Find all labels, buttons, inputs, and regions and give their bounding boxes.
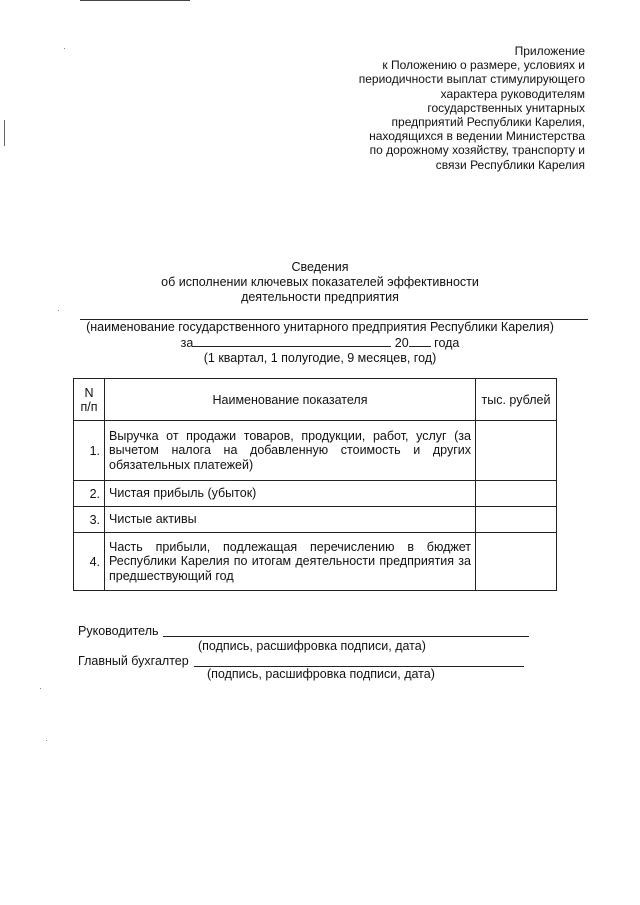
scan-speck [40,688,41,689]
row-num: 1. [74,421,105,481]
period-year-prefix: 20 [394,336,409,350]
period-hint: (1 квартал, 1 полугодие, 9 месяцев, год) [203,351,437,365]
indicators-table [73,378,557,591]
appendix-block [359,44,585,172]
row-value[interactable] [476,481,557,507]
appendix-line: к Положению о размере, условиях и [382,58,585,73]
row-name: Чистые активы [105,507,476,533]
title-line-3: деятельности предприятия [241,290,399,304]
enterprise-hint: (наименование государственного унитарного предприятия Республики Карелия) [86,320,554,334]
scan-artifact-mark [4,120,5,146]
appendix-line: характера руководителям [440,86,585,101]
row-name: Часть прибыли, подлежащая перечислению в бюджет Республики Карелия по итогам деятельности предприятия за предшествующий год [105,533,476,591]
table-row [74,533,557,591]
appendix-line: Приложение [514,44,585,58]
accountant-hint: (подпись, расшифровка подписи, дата) [207,667,435,681]
title-line-2: об исполнении ключевых показателей эффективности [161,275,479,289]
appendix-line: периодичности выплат стимулирующего [358,72,585,87]
appendix-line: связи Республики Карелия [435,157,585,172]
row-num: 4. [74,533,105,591]
period-row [0,335,640,350]
title-line-1: Сведения [291,260,349,274]
row-value[interactable] [476,533,557,591]
director-label: Руководитель [78,624,159,638]
director-signature-line[interactable] [163,636,529,637]
scan-speck [64,48,65,49]
header-num: N п/п [74,379,105,421]
row-name: Выручка от продажи товаров, продукции, работ, услуг (за вычетом налога на добавленную стоимость и других обязательных платежей) [105,421,476,481]
row-value[interactable] [476,421,557,481]
table-row [74,507,557,533]
appendix-line: находящихся в ведении Министерства [369,129,585,144]
row-name: Чистая прибыль (убыток) [105,481,476,507]
period-blank [193,335,391,347]
appendix-line: предприятий Республики Карелия, [391,115,585,130]
scan-speck [58,310,59,311]
scan-artifact-rule [80,0,190,1]
accountant-label: Главный бухгалтер [78,654,189,668]
appendix-line: государственных унитарных [427,100,585,115]
header-value: тыс. рублей [476,379,557,421]
row-num: 3. [74,507,105,533]
row-num: 2. [74,481,105,507]
period-prefix: за [180,336,194,350]
appendix-line: по дорожному хозяйству, транспорту и [369,143,585,158]
table-header-row [74,379,557,421]
header-name: Наименование показателя [105,379,476,421]
table-row [74,481,557,507]
year-blank [409,335,431,347]
row-value[interactable] [476,507,557,533]
period-suffix: года [434,336,460,350]
scan-speck [46,740,47,741]
document-title [0,260,640,305]
table-row [74,421,557,481]
director-hint: (подпись, расшифровка подписи, дата) [198,639,426,653]
